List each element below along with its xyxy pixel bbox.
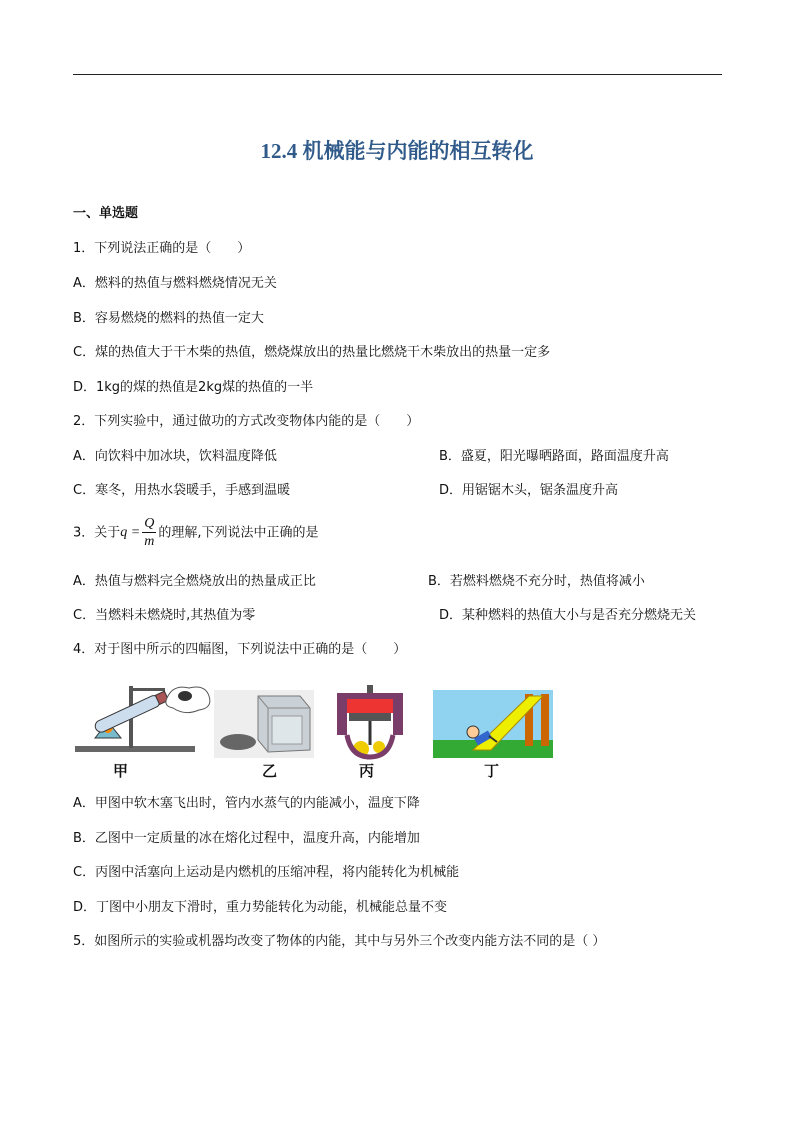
q4-stem: 4．对于图中所示的四幅图，下列说法中正确的是（ ） [73, 642, 407, 657]
figure-ice-cube [214, 690, 314, 758]
formula-numerator: Q [144, 516, 155, 532]
section-heading: 一、单选题 [73, 206, 139, 221]
header-rule [73, 74, 722, 75]
q3-option-c: C．当燃料未燃烧时,其热值为零 [73, 608, 256, 623]
q2-option-c: C．寒冬，用热水袋暖手，手感到温暖 [73, 483, 291, 498]
figure-label-jia: 甲 [113, 762, 129, 780]
q1-option-c: C．煤的热值大于干木柴的热值，燃烧煤放出的热量比燃烧干木柴放出的热量一定多 [73, 345, 551, 360]
q3-option-d: D．某种燃料的热值大小与是否充分燃烧无关 [439, 608, 697, 623]
figure-label-yi: 乙 [262, 762, 278, 780]
formula-denominator: m [144, 534, 155, 550]
q4-option-a: A．甲图中软木塞飞出时，管内水蒸气的内能减小，温度下降 [73, 796, 420, 811]
q2-option-b: B．盛夏，阳光曝晒路面，路面温度升高 [439, 449, 669, 464]
heat-value-formula [120, 512, 158, 554]
q5-stem: 5．如图所示的实验或机器均改变了物体的内能，其中与另外三个改变内能方法不同的是（ ） [73, 934, 606, 949]
figure-engine-cylinder [333, 685, 409, 760]
q3-option-b: B．若燃料燃烧不充分时，热值将减小 [428, 574, 645, 589]
figure-slide [433, 690, 553, 758]
q3-option-a: A．热值与燃料完全燃烧放出的热量成正比 [73, 574, 316, 589]
q1-option-a: A．燃料的热值与燃料燃烧情况无关 [73, 276, 277, 291]
q2-stem: 2．下列实验中，通过做功的方式改变物体内能的是（ ） [73, 414, 420, 429]
q3-stem [73, 512, 319, 554]
q2-option-a: A．向饮料中加冰块，饮料温度降低 [73, 449, 277, 464]
q4-option-c: C．丙图中活塞向上运动是内燃机的压缩冲程，将内能转化为机械能 [73, 865, 460, 880]
q1-option-b: B．容易燃烧的燃料的热值一定大 [73, 311, 264, 326]
figure-label-ding: 丁 [484, 762, 500, 780]
formula-lhs: q = [120, 525, 141, 540]
formula-fraction [142, 515, 156, 550]
q4-option-b: B．乙图中一定质量的冰在熔化过程中，温度升高，内能增加 [73, 831, 420, 846]
q3-stem-suffix: 的理解,下列说法中正确的是 [158, 525, 319, 541]
q4-option-d: D．丁图中小朋友下滑时，重力势能转化为动能，机械能总量不变 [73, 900, 448, 915]
page-title: 12.4 机械能与内能的相互转化 [260, 139, 534, 163]
q1-option-d: D．1kg的煤的热值是2kg煤的热值的一半 [73, 380, 314, 395]
figure-test-tube-experiment [73, 680, 213, 758]
q3-stem-prefix: 3．关于 [73, 525, 121, 541]
q1-stem: 1．下列说法正确的是（ ） [73, 241, 251, 256]
q2-option-d: D．用锯锯木头，锯条温度升高 [439, 483, 619, 498]
figure-label-bing: 丙 [359, 762, 375, 780]
